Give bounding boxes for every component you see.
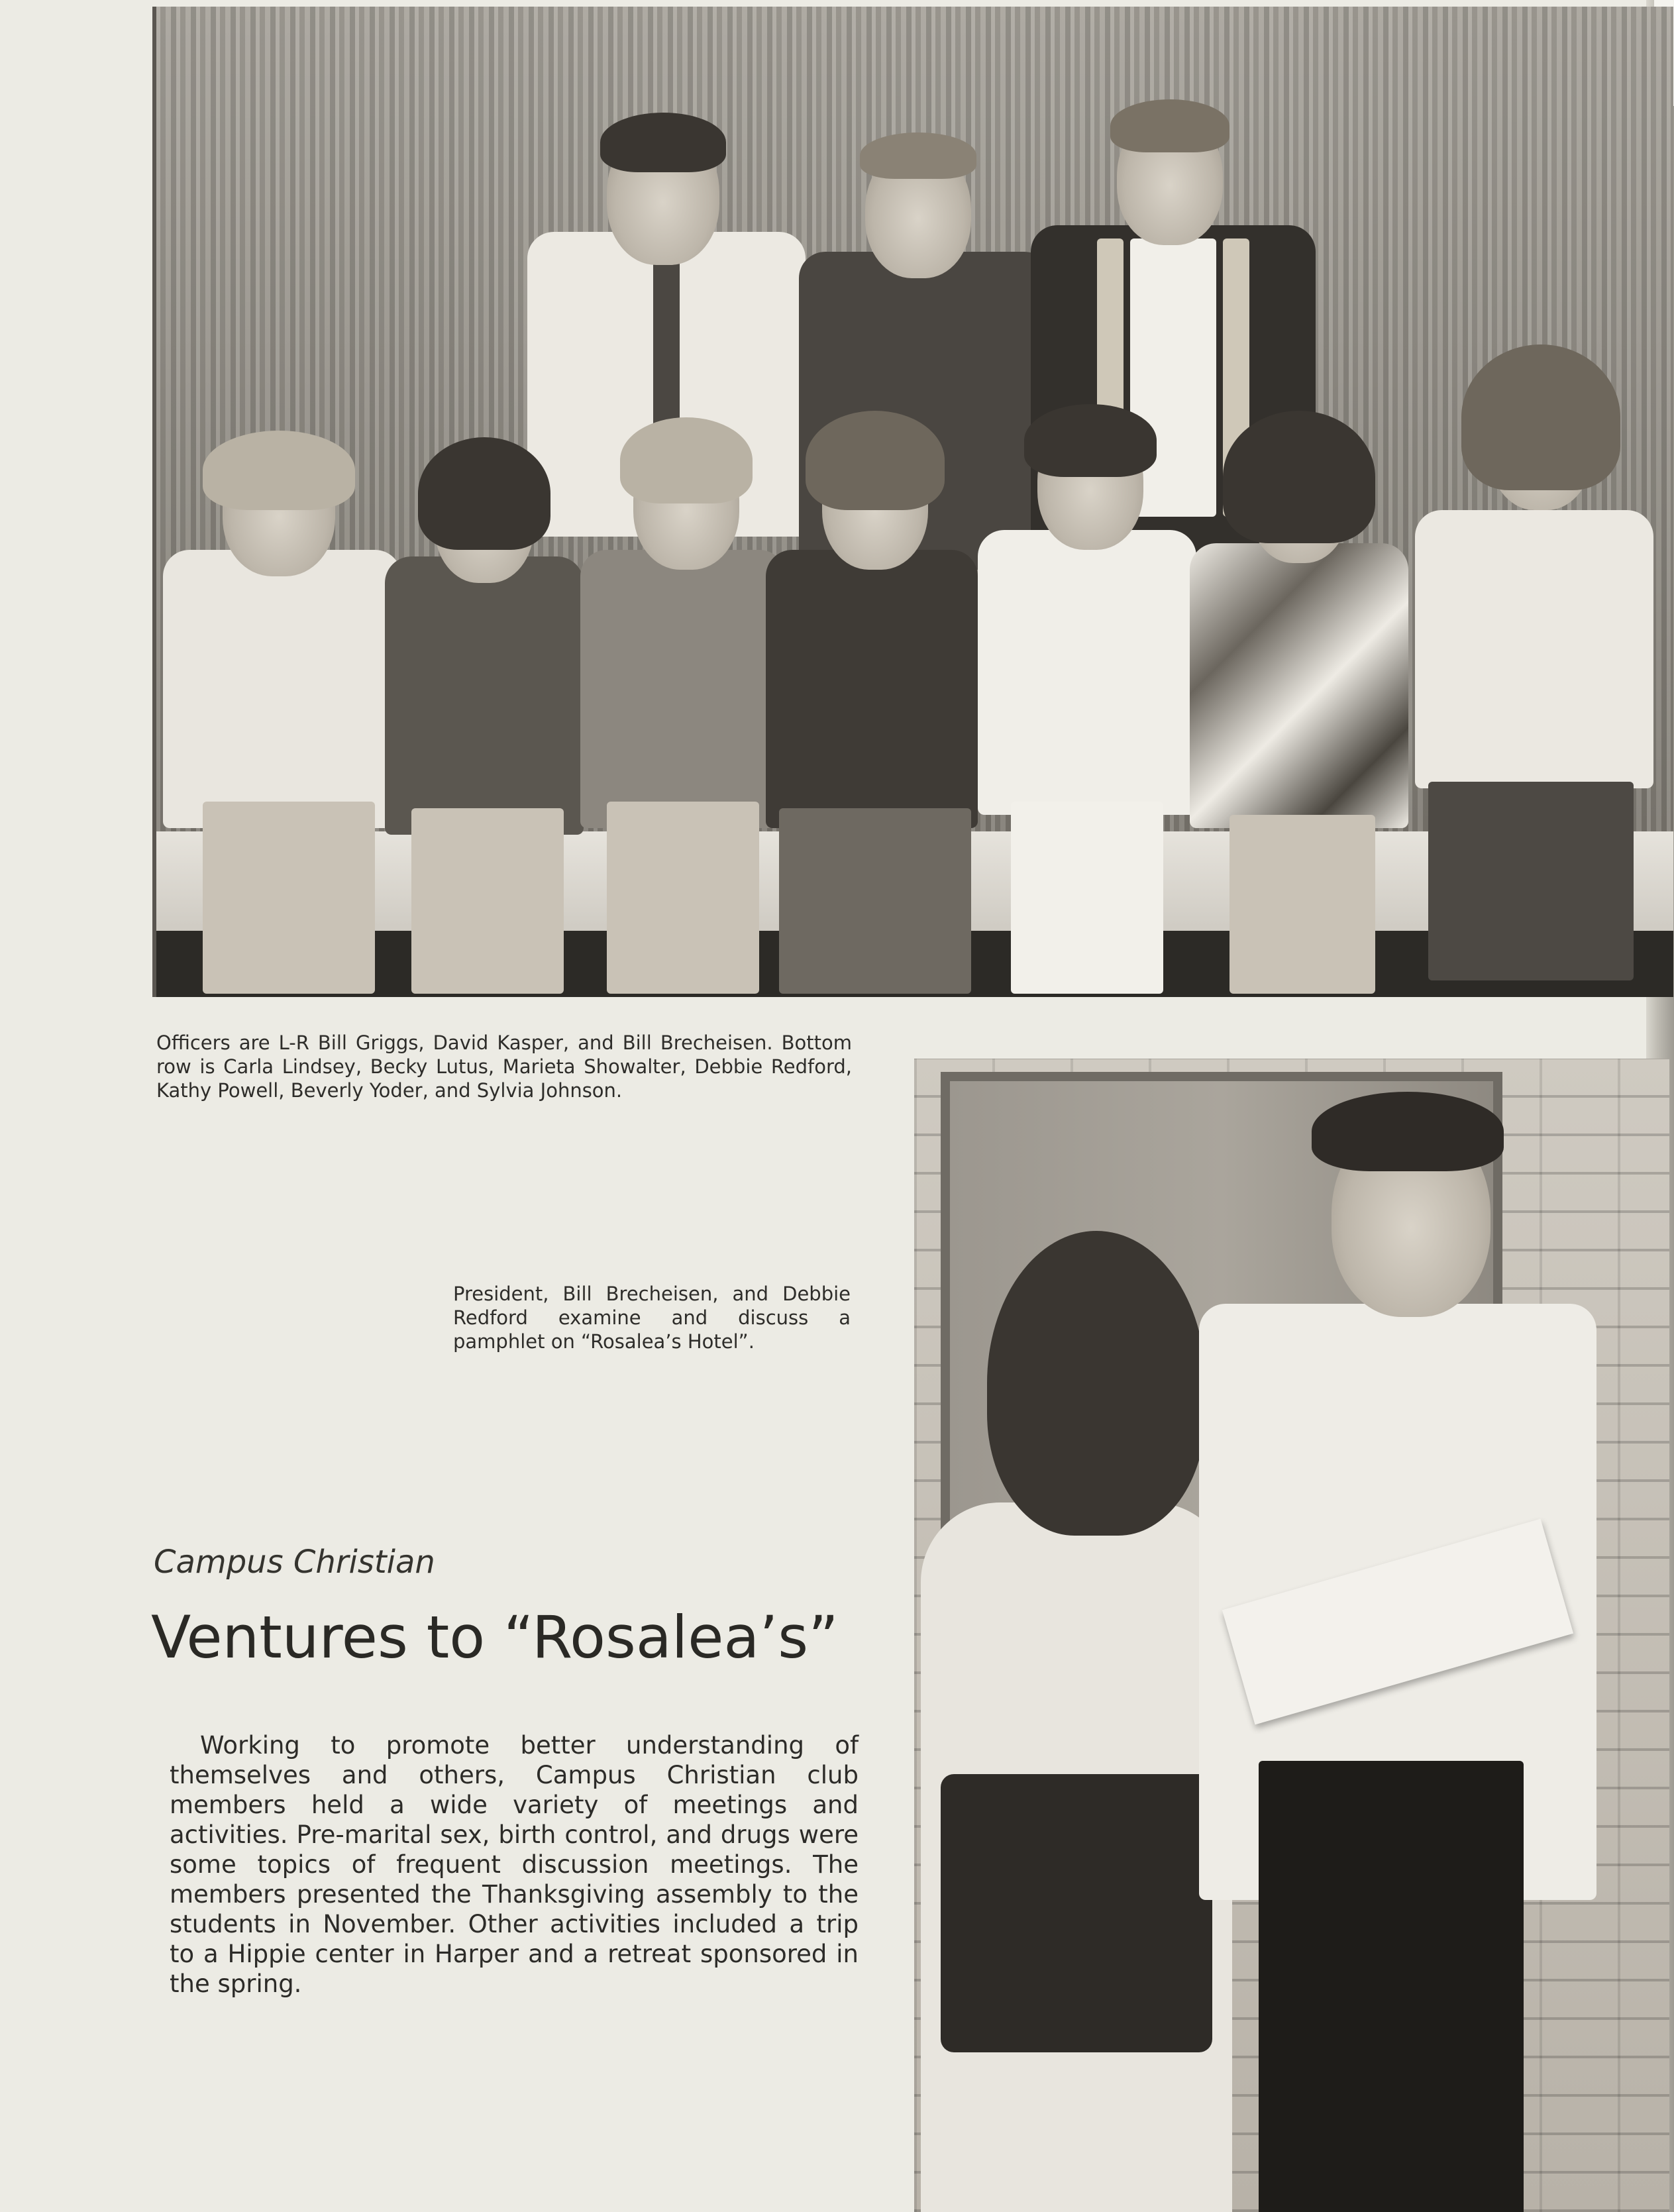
group-photo-caption: Officers are L-R Bill Griggs, David Kasper, and Bill Brecheisen. Bottom row is Carla Lindsey, Becky Lutus, Marieta Showalter, Debbie Redford, Kathy Powell, Beverly Yoder, and Sylvia Johnson.	[156, 1031, 852, 1102]
article-body: Working to promote better understanding of themselves and others, Campus Christian club members held a wide variety of meetings and activities. Pre-marital sex, birth control, and drugs were some topics of frequent discussion meetings. The members presented the Thanksgiving assembly to the students in November. Other activities included a trip to a Hippie center in Harper and a retreat sponsored in the spring.	[170, 1731, 859, 1998]
group-photo	[152, 7, 1673, 997]
pair-photo-caption: President, Bill Brecheisen, and Debbie Redford examine and discuss a pamphlet on “Rosalea’s Hotel”.	[453, 1283, 851, 1353]
article-kicker: Campus Christian	[154, 1544, 435, 1581]
article-headline: Ventures to “Rosalea’s”	[151, 1603, 839, 1671]
pair-photo	[914, 1059, 1669, 2212]
